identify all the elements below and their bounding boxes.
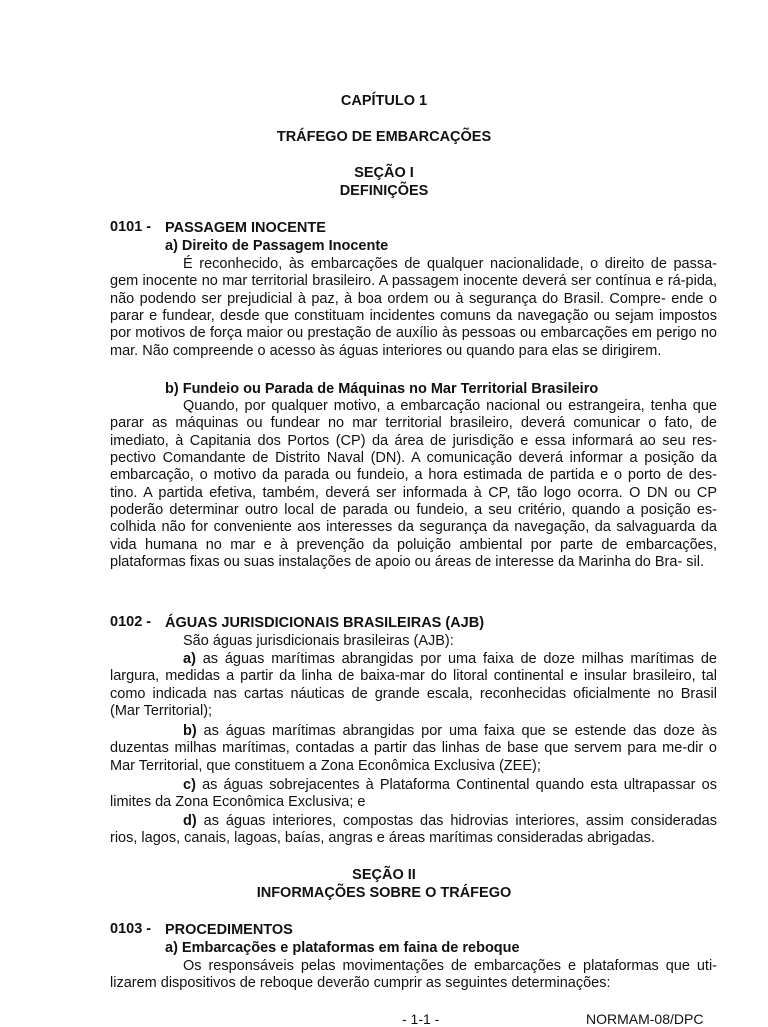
list-label: d) bbox=[183, 813, 197, 829]
document-code: NORMAM-08/DPC bbox=[586, 1011, 704, 1027]
paragraph bbox=[110, 958, 717, 993]
paragraph bbox=[110, 633, 717, 650]
item-number: 0103 - bbox=[110, 921, 152, 937]
list-label: c) bbox=[183, 777, 196, 793]
paragraph-text: Os responsáveis pelas movimentações de embarcações e plataformas que uti-lizarem dispositivos de reboque deverão cumprir as seguintes determinações: bbox=[110, 958, 717, 992]
paragraph bbox=[110, 813, 717, 848]
paragraph-text: as águas sobrejacentes à Plataforma Continental quando esta ultrapassar os limites da Zona Econômica Exclusiva; e bbox=[110, 777, 717, 811]
item-heading: PROCEDIMENTOS bbox=[165, 922, 293, 938]
paragraph-text: as águas interiores, compostas das hidrovias interiores, assim consideradas rios, lagos, canais, lagoas, baías, angras e áreas marítimas consideradas abrigadas. bbox=[110, 813, 717, 847]
item-heading: PASSAGEM INOCENTE bbox=[165, 220, 326, 236]
paragraph bbox=[110, 651, 717, 720]
subitem-heading: b) Fundeio ou Parada de Máquinas no Mar Territorial Brasileiro bbox=[165, 381, 599, 397]
paragraph bbox=[110, 777, 717, 812]
item-heading: ÁGUAS JURISDICIONAIS BRASILEIRAS (AJB) bbox=[165, 615, 485, 631]
item-number: 0101 - bbox=[110, 219, 152, 235]
list-label: a) bbox=[183, 651, 196, 667]
chapter-title: CAPÍTULO 1 bbox=[340, 93, 428, 109]
paragraph-text: É reconhecido, às embarcações de qualquer nacionalidade, o direito de passa-gem inocente no mar territorial brasileiro. A passagem inocente deverá ser contínua e rá-pida, não podendo ser prejudicial à paz, à boa ordem ou à segurança do Brasil. Compre- ende o parar e fundear, desde que constituam incidentes comuns da navegação ou sejam impostos por motivos de força maior ou prestação de auxílio às pessoas ou embarcações em perigo no mar. Não compreende o acesso às águas interiores ou quando para elas se dirigirem. bbox=[110, 256, 717, 359]
page-number: - 1-1 - bbox=[402, 1011, 440, 1027]
section-subtitle: DEFINIÇÕES bbox=[339, 183, 429, 199]
section-subtitle: INFORMAÇÕES SOBRE O TRÁFEGO bbox=[256, 885, 512, 901]
paragraph bbox=[110, 256, 717, 360]
paragraph-text: as águas marítimas abrangidas por uma faixa que se estende das doze às duzentas milhas marítimas, contadas a partir das linhas de base que servem para me-dir o Mar Territorial, que constituem a Zona Econômica Exclusiva (ZEE); bbox=[110, 723, 717, 774]
paragraph-text: Quando, por qualquer motivo, a embarcação nacional ou estrangeira, tenha que parar as máquinas ou fundear no mar territorial brasileiro, deverá comunicar o fato, de imediato, à Capitania dos Portos (CP) da área de jurisdição e essa informará ao seu res- pectivo Comandante de Distrito Naval (DN). A comunicação deverá informar a posição da embarcação, o motivo da parada ou fundeio, a hora estimada de partida e o porto de des- tino. A partida efetiva, também, deverá ser informada à CP, tão logo ocorra. O DN ou CP poderão determinar outro local de parada ou fundeio, a seu critério, quando a posição es- colhida não for conveniente aos interesses da segurança da navegação, da salvaguarda da vida humana no mar e à prevenção da poluição ambiental por parte de embarcações, plataformas fixas ou suas instalações de apoio ou áreas de interesse da Marinha do Bra- sil. bbox=[110, 398, 717, 571]
section-title: SEÇÃO I bbox=[354, 165, 414, 181]
paragraph bbox=[110, 723, 717, 775]
paragraph bbox=[110, 398, 717, 571]
chapter-subtitle: TRÁFEGO DE EMBARCAÇÕES bbox=[276, 129, 492, 145]
paragraph-text: as águas marítimas abrangidas por uma faixa de doze milhas marítimas de largura, medidas a partir da linha de baixa-mar do litoral continental e insular brasileiro, tal como indicada nas cartas náuticas de grande escala, reconhecidas oficialmente no Brasil (Mar Territorial); bbox=[110, 651, 717, 720]
list-label: b) bbox=[183, 723, 197, 739]
section-title: SEÇÃO II bbox=[352, 867, 416, 883]
subitem-heading: a) Embarcações e plataformas em faina de reboque bbox=[165, 940, 520, 956]
subitem-heading: a) Direito de Passagem Inocente bbox=[165, 238, 389, 254]
item-number: 0102 - bbox=[110, 614, 152, 630]
paragraph-text: São águas jurisdicionais brasileiras (AJB): bbox=[183, 633, 454, 649]
